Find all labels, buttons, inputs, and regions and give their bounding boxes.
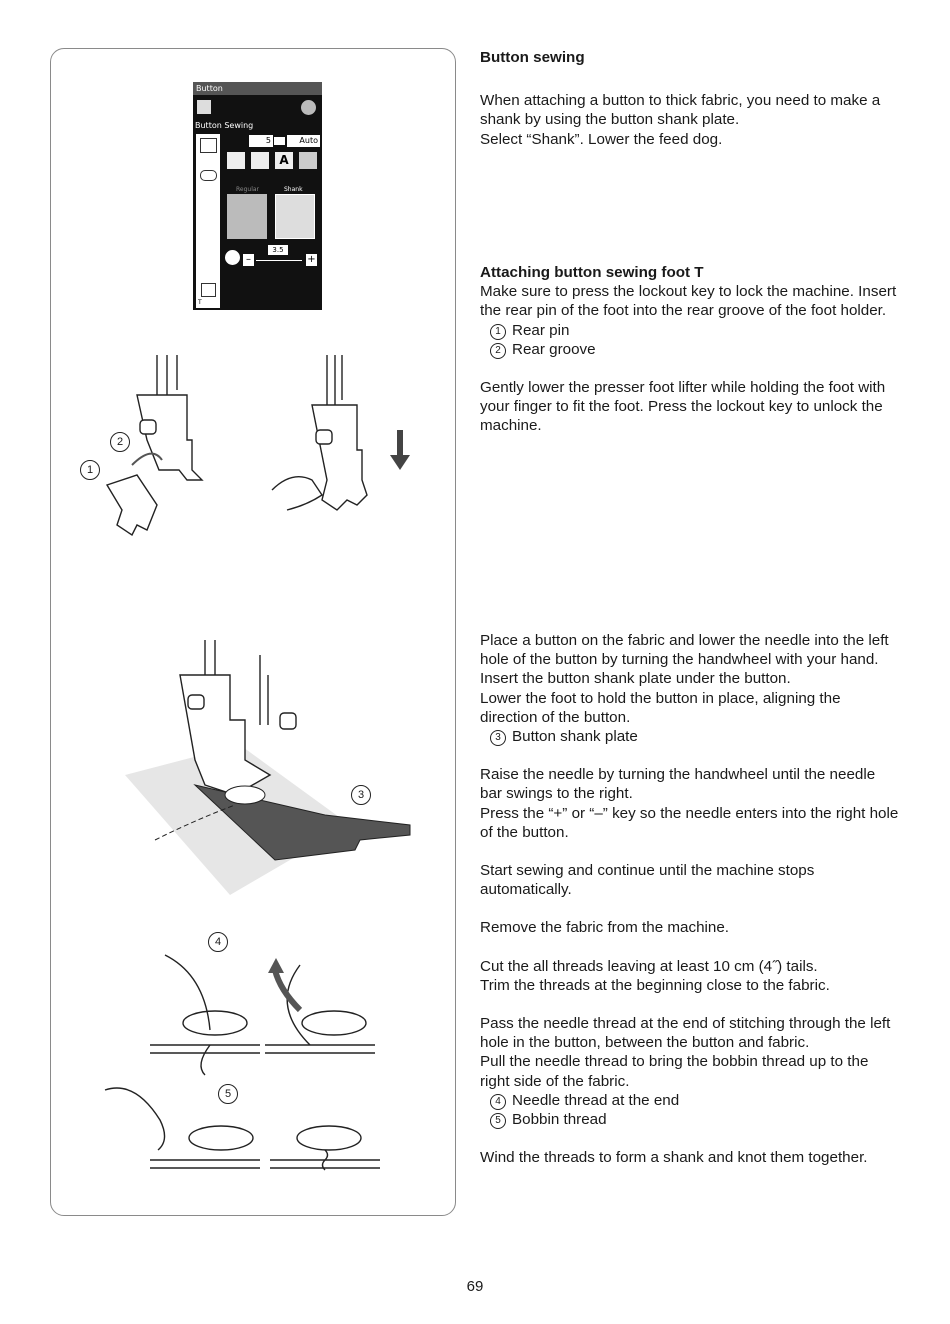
mirror-button[interactable] [227,152,245,169]
callout-5: 5 [218,1084,238,1104]
width-value-box [268,245,288,255]
shank-plate-illustration [120,635,420,900]
lcd-screen [193,82,322,310]
auto-tension-badge [287,135,320,147]
paragraph: Start sewing and continue until the machine stops automatically. [480,862,815,899]
item-number: 2 [490,343,506,359]
paragraph: Insert the button shank plate under the button. [480,670,791,688]
screen-sidebar [196,134,220,279]
width-value: 3.5 [272,246,284,254]
down-arrow-head [390,455,410,470]
paragraph: Make sure to press the lockout key to lock the machine. Insert the rear pin of the foot into the rear groove of the foot holder. [480,283,897,320]
width-icon [225,250,240,265]
paragraph: When attaching a button to thick fabric, you need to make a shank by using the button shank plate. [480,92,881,129]
return-icon [301,100,316,115]
foot-height-badge [249,135,273,147]
callout-2: 2 [110,432,130,452]
list-item [480,1110,900,1129]
list-item [480,321,900,340]
paragraph: Lower the foot to hold the button in place, aligning the direction of the button. [480,689,841,726]
heading-button-sewing: Button sewing [480,49,585,66]
paragraph: Pass the needle thread at the end of stitching through the left hole in the button, between the button and fabric. [480,1015,891,1052]
callout-3: 3 [351,785,371,805]
width-slider[interactable] [256,260,302,261]
paragraph: Press the “+” or “–” key so the needle enters into the right hole of the button. [480,804,899,841]
plus-label: + [307,254,316,265]
item-number: 1 [490,324,506,340]
option-shank-button[interactable] [275,194,315,239]
list-item [480,727,900,746]
item-label: Bobbin thread [512,1111,607,1129]
list-item [480,340,900,359]
foot-icon [201,283,216,297]
attach-foot-illustration [72,350,432,570]
paragraph: Select “Shank”. Lower the feed dog. [480,130,723,148]
foot-indicator [196,277,220,308]
paragraph: Remove the fabric from the machine. [480,919,730,937]
width-plus-button[interactable] [306,254,317,266]
button-threads-illustration [100,945,390,1175]
letter-button[interactable] [275,152,293,169]
callout-1: 1 [80,460,100,480]
paragraph: Pull the needle thread to bring the bobbin thread up to the right side of the fabric. [480,1053,869,1090]
button-hole-icon [200,170,217,181]
auto-label: Auto [299,136,318,145]
section-sewing-steps [480,631,900,1167]
item-label: Rear pin [512,321,570,339]
item-number: 5 [490,1113,506,1129]
callout-4: 4 [208,932,228,952]
minus-label: – [246,254,251,265]
shirt-button[interactable] [299,152,317,169]
item-label: Button shank plate [512,728,638,746]
thread-tension-icon [274,137,285,145]
item-number: 3 [490,730,506,746]
option-regular-label: Regular [236,186,260,193]
item-label: Rear groove [512,340,596,358]
list-item [480,1091,900,1110]
screen-subtitle: Button Sewing [195,121,254,130]
width-minus-button[interactable] [243,254,254,266]
option-shank-label: Shank [284,186,303,193]
item-number: 4 [490,1094,506,1110]
edit-icon [197,100,211,114]
paragraph: Cut the all threads leaving at least 10 cm (4˝) tails. [480,957,818,975]
page-number: 69 [466,1278,484,1295]
paragraph: Wind the threads to form a shank and knot them together. [480,1149,868,1167]
foot-letter: T [198,299,202,306]
paragraph: Trim the threads at the beginning close to the fabric. [480,976,830,994]
heading-attach-foot: Attaching button sewing foot T [480,264,704,281]
screen-title: Button [193,82,322,95]
item-label: Needle thread at the end [512,1091,680,1109]
pattern-icon [200,138,217,153]
pattern-settings-button[interactable] [251,152,269,169]
section-attach-foot [480,263,900,436]
foot-height-value: 5 [265,136,271,145]
option-regular-button[interactable] [227,194,267,239]
paragraph: Raise the needle by turning the handwheel until the needle bar swings to the right. [480,766,876,803]
down-arrow-icon [397,430,403,455]
paragraph: Gently lower the presser foot lifter while holding the foot with your finger to fit the foot. Press the lockout key to unlock the machine. [480,379,886,435]
paragraph: Place a button on the fabric and lower the needle into the left hole of the button by turning the handwheel with your hand. [480,632,889,669]
section-button-sewing [480,48,900,149]
letter-button-label: A [279,153,289,167]
